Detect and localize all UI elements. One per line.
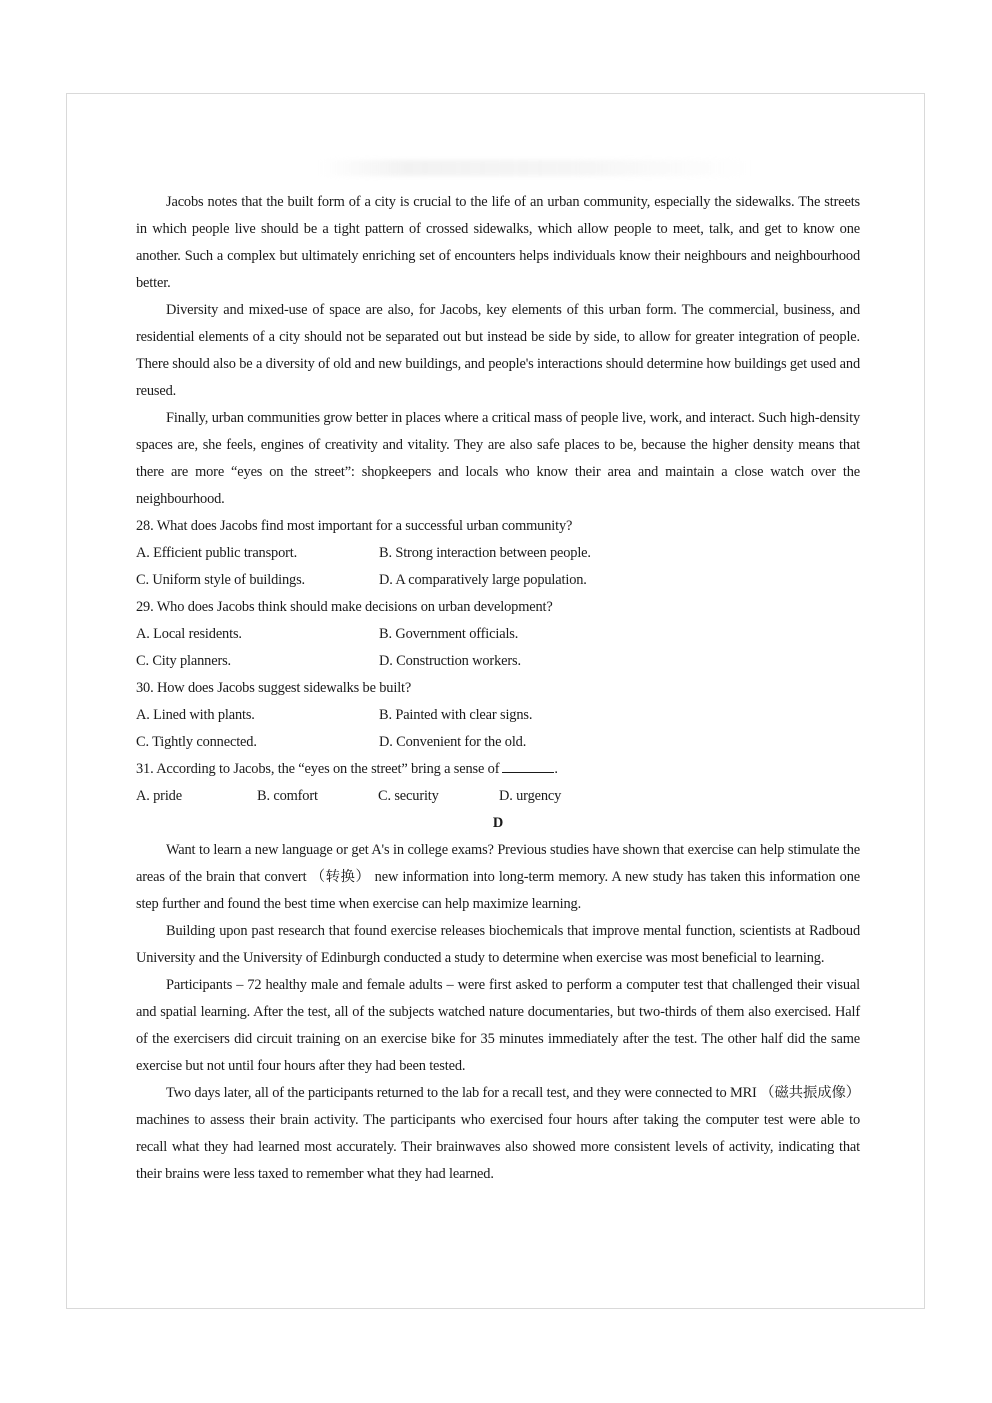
question-31-option-a: A. pride — [136, 788, 182, 804]
question-29-options-row-2 — [136, 648, 860, 675]
question-31-stem: 31. According to Jacobs, the “eyes on the street” bring a sense of — [136, 761, 500, 777]
passage-d-paragraph-1: Want to learn a new language or get A's in college exams? Previous studies have shown that exercise can help stimulate the areas of the brain that convert （转换） new information into long-term memory. A new study has taken this information one step further and found the best time when exercise can help maximize learning. — [136, 842, 860, 912]
passage-d-label: D — [492, 815, 504, 831]
passage-c-paragraph-3: Finally, urban communities grow better in places where a critical mass of people live, work, and interact. Such high-density spaces are, she feels, engines of creativity and vitality. They are also safe places to be, because the higher density means that there are more “eyes on the street”: shopkeepers and locals who know their area and maintain a close watch over the neighbourhood. — [136, 410, 860, 507]
question-31-option-c: C. security — [378, 788, 439, 804]
question-31 — [136, 756, 860, 783]
question-30-option-a: A. Lined with plants. — [136, 707, 255, 723]
question-30-options-row-1 — [136, 702, 860, 729]
passage-d-paragraph-2: Building upon past research that found exercise releases biochemicals that improve mental function, scientists at Radboud University and the University of Edinburgh conducted a study to determine when exercise was most beneficial to learning. — [136, 923, 860, 966]
question-28-options-row-1 — [136, 540, 860, 567]
passage-c-paragraph-1: Jacobs notes that the built form of a city is crucial to the life of an urban community, especially the sidewalks. The streets in which people live should be a tight pattern of crossed sidewalks, which allow people to meet, talk, and get to know one another. Such a complex but ultimately enriching set of encounters helps individuals know their neighbours and neighbourhood better. — [136, 194, 860, 291]
question-28-option-a: A. Efficient public transport. — [136, 545, 298, 561]
document-body — [136, 189, 860, 1188]
question-28-option-d: D. A comparatively large population. — [379, 572, 587, 588]
question-28-stem: 28. What does Jacobs find most important for a successful urban community? — [136, 518, 573, 534]
passage-d-paragraph-4: Two days later, all of the participants returned to the lab for a recall test, and they were connected to MRI （磁共振成像） machines to assess their brain activity. The participants who exercised four hours after taking the computer test were able to recall what they had learned most accurately. Their brainwaves also showed more consistent levels of activity, indicating that their brains were less taxed to remember what they had learned. — [136, 1085, 860, 1182]
question-29-options-row-1 — [136, 621, 860, 648]
question-31-option-d: D. urgency — [499, 788, 562, 804]
question-29-option-d: D. Construction workers. — [379, 653, 521, 669]
question-30-option-b: B. Painted with clear signs. — [379, 707, 533, 723]
question-29-stem: 29. Who does Jacobs think should make decisions on urban development? — [136, 599, 553, 615]
passage-d-paragraph-3: Participants – 72 healthy male and female adults – were first asked to perform a computer test that challenged their visual and spatial learning. After the test, all of the subjects watched nature documentaries, but two-thirds of them also exercised. Half of the exercisers did circuit training on an exercise bike for 35 minutes immediately after the test. The other half did the same exercise but not until four hours after they had been tested. — [136, 977, 860, 1074]
question-29-option-b: B. Government officials. — [379, 626, 519, 642]
question-30-option-d: D. Convenient for the old. — [379, 734, 527, 750]
question-28-options-row-2 — [136, 567, 860, 594]
question-31-options-row — [136, 783, 860, 810]
passage-c-paragraph-2: Diversity and mixed-use of space are also, for Jacobs, key elements of this urban form. The commercial, business, and residential elements of a city should not be separated out but instead be side by side, to allow for greater integration of people. There should also be a diversity of old and new buildings, and people's interactions should determine how buildings get used and reused. — [136, 302, 860, 399]
answer-blank — [502, 757, 554, 773]
question-31-stem-end: . — [554, 761, 558, 777]
question-31-option-b: B. comfort — [257, 788, 318, 804]
question-30-stem: 30. How does Jacobs suggest sidewalks be built? — [136, 680, 412, 696]
question-30-options-row-2 — [136, 729, 860, 756]
question-29-option-c: C. City planners. — [136, 653, 231, 669]
question-28-option-b: B. Strong interaction between people. — [379, 545, 591, 561]
question-28-option-c: C. Uniform style of buildings. — [136, 572, 305, 588]
question-29-option-a: A. Local residents. — [136, 626, 242, 642]
question-30-option-c: C. Tightly connected. — [136, 734, 257, 750]
faded-header-smudge — [320, 160, 750, 176]
